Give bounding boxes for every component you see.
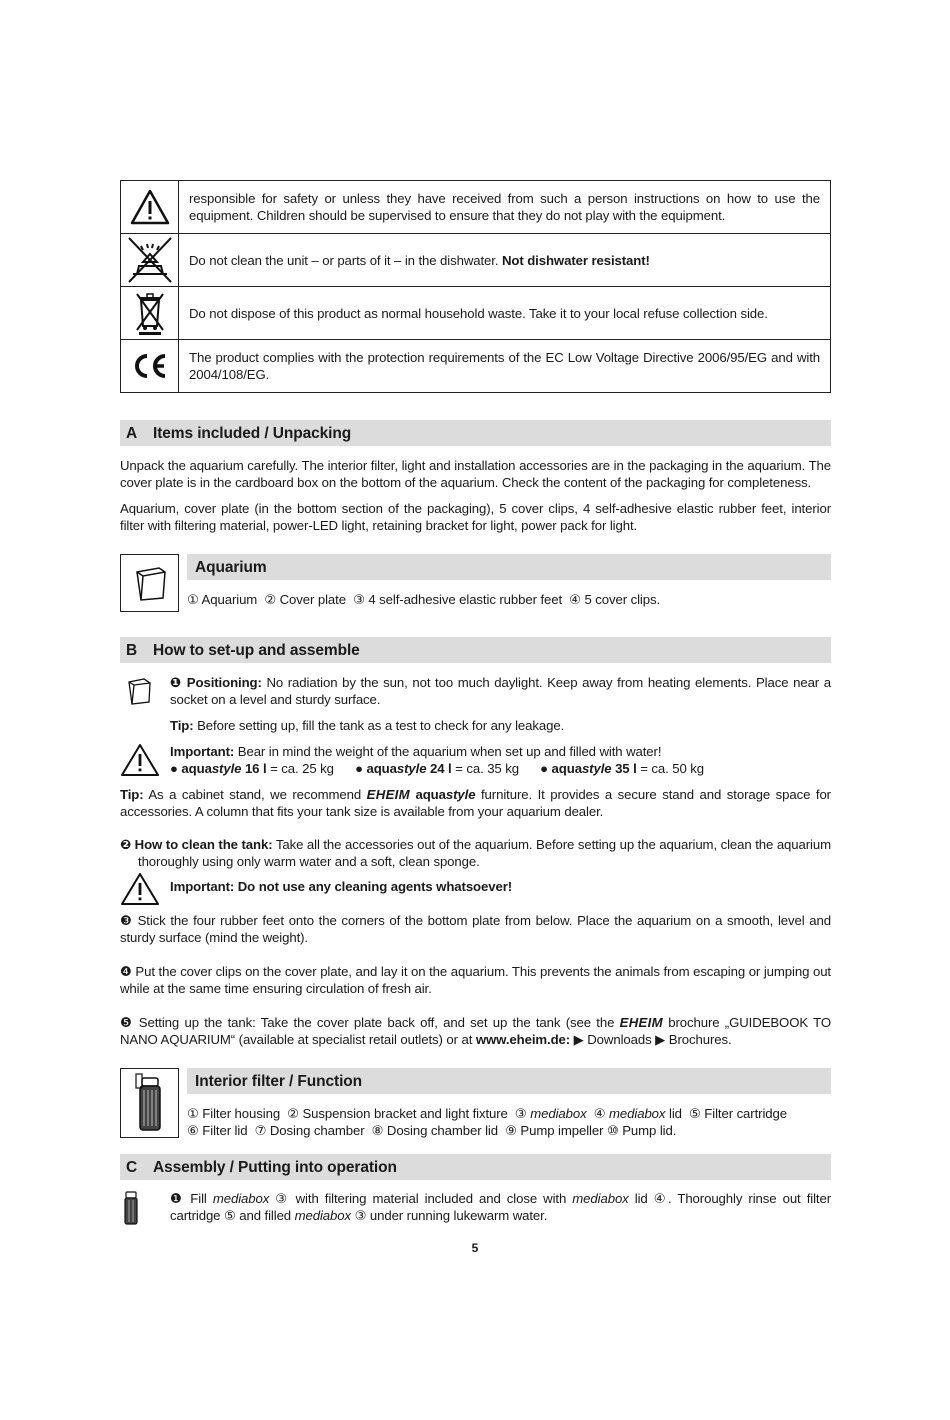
section-c-heading xyxy=(120,1154,831,1180)
safety-table xyxy=(120,180,831,393)
filter-icon xyxy=(120,1068,179,1138)
eheim-url[interactable]: www.eheim.de: xyxy=(475,1032,571,1047)
eheim-logo: EHEIM xyxy=(619,1015,663,1030)
section-letter: C xyxy=(126,1158,138,1176)
section-b-heading xyxy=(120,637,831,663)
section-title: Assembly / Putting into operation xyxy=(153,1158,397,1176)
tip-paragraph: Tip: Before setting up, fill the tank as a test to check for any leakage. xyxy=(170,718,565,733)
positioning-paragraph: ❶ Positioning: No radiation by the sun, not too much daylight. Keep away from heating elements. Place near a socket on a level and sturdy surface. xyxy=(170,675,831,707)
filter-parts-line2: ⑥ Filter lid ⑦ Dosing chamber ⑧ Dosing chamber lid ⑨ Pump impeller ⑩ Pump lid. xyxy=(187,1123,677,1138)
filter-subheading: Interior filter / Function xyxy=(187,1068,831,1094)
unpack-paragraph: Unpack the aquarium carefully. The interior filter, light and installation accessories are in the packaging in the aquarium. The cover plate is in the cardboard box on the bottom of the aquarium. Check the content of the packaging for completeness. xyxy=(120,458,831,490)
filter-parts-line1: ① Filter housing ② Suspension bracket and light fixture ③ mediabox ④ mediabox lid ⑤ Filter cartridge xyxy=(187,1106,787,1121)
warning-triangle-icon xyxy=(120,872,160,910)
filter-icon xyxy=(122,1190,140,1230)
aquarium-parts: ① Aquarium ② Cover plate ③ 4 self-adhesive elastic rubber feet ④ 5 cover clips. xyxy=(187,592,661,607)
safety-row xyxy=(121,340,831,393)
section-title: How to set-up and assemble xyxy=(153,641,360,659)
section-letter: B xyxy=(126,641,138,659)
safety-text: Do not clean the unit – or parts of it – in the dishwater. Not dishwater resistant! xyxy=(179,234,831,287)
filter-box xyxy=(120,1068,831,1139)
no-dishwasher-icon xyxy=(121,234,179,287)
page-number: 5 xyxy=(471,1241,479,1255)
aquarium-icon xyxy=(120,554,179,612)
safety-text: responsible for safety or unless they have received from such a person instructions on how to use the equipment. Children should be supervised to ensure that they do not play with the equipment. xyxy=(179,181,831,234)
aquarium-subheading: Aquarium xyxy=(187,554,831,580)
weight-list: ● aquastyle 16 l = ca. 25 kg ● aquastyle 24 l = ca. 35 kg ● aquastyle 35 l = ca. 50 kg xyxy=(170,761,705,776)
section-title: Items included / Unpacking xyxy=(153,424,352,442)
safety-row xyxy=(121,234,831,287)
important-weight: Important: Bear in mind the weight of the aquarium when set up and filled with water! xyxy=(170,744,662,759)
no-cleaning-agents: Important: Do not use any cleaning agents whatsoever! xyxy=(170,879,513,894)
manual-page xyxy=(120,180,831,1224)
step-5: ❺ Setting up the tank: Take the cover plate back off, and set up the tank (see the EHEIM brochure „GUIDEBOOK TO NANO AQUARIUM“ (available at specialist retail outlets) or at www.eheim.de: ▶ Downloads ▶ Brochures. xyxy=(120,1015,831,1047)
cube-icon xyxy=(126,676,154,710)
assembly-step-1: ❶ Fill mediabox ③ with filtering material included and close with mediabox lid ④. Thoroughly rinse out filter cartridge ⑤ and filled mediabox ③ under running lukewarm water. xyxy=(170,1191,832,1223)
ce-mark-icon xyxy=(121,340,179,393)
crossed-bin-icon xyxy=(121,287,179,340)
safety-row xyxy=(121,181,831,234)
contents-paragraph: Aquarium, cover plate (in the bottom section of the packaging), 5 cover clips, 4 self-adhesive elastic rubber feet, interior filter with filtering material, power-LED light, retaining bracket for light, power pack for light. xyxy=(120,501,831,533)
aquarium-box xyxy=(120,554,831,612)
section-letter: A xyxy=(126,424,138,442)
eheim-logo: EHEIM xyxy=(366,787,410,802)
section-a-heading xyxy=(120,420,831,446)
safety-row xyxy=(121,287,831,340)
warning-triangle-icon xyxy=(121,181,179,234)
step-3: ❸ Stick the four rubber feet onto the corners of the bottom plate from below. Place the aquarium on a smooth, level and sturdy surface (mind the weight). xyxy=(120,913,831,945)
cabinet-tip: Tip: As a cabinet stand, we recommend EHEIM aquastyle furniture. It provides a secure stand and storage space for accessories. A column that fits your tank size is available from your aquarium dealer. xyxy=(120,787,831,819)
warning-triangle-icon xyxy=(120,743,160,781)
step-4: ❹ Put the cover clips on the cover plate, and lay it on the aquarium. This prevents the animals from escaping or jumping out while at the same time ensuring circulation of fresh air. xyxy=(120,964,831,996)
safety-text: The product complies with the protection requirements of the EC Low Voltage Directive 2006/95/EG and with 2004/108/EG. xyxy=(179,340,831,393)
safety-text: Do not dispose of this product as normal household waste. Take it to your local refuse collection side. xyxy=(179,287,831,340)
clean-paragraph: ❷ How to clean the tank: Take all the accessories out of the aquarium. Before setting up the aquarium, clean the aquarium thoroughly using only warm water and a soft, clean sponge. xyxy=(120,837,831,869)
